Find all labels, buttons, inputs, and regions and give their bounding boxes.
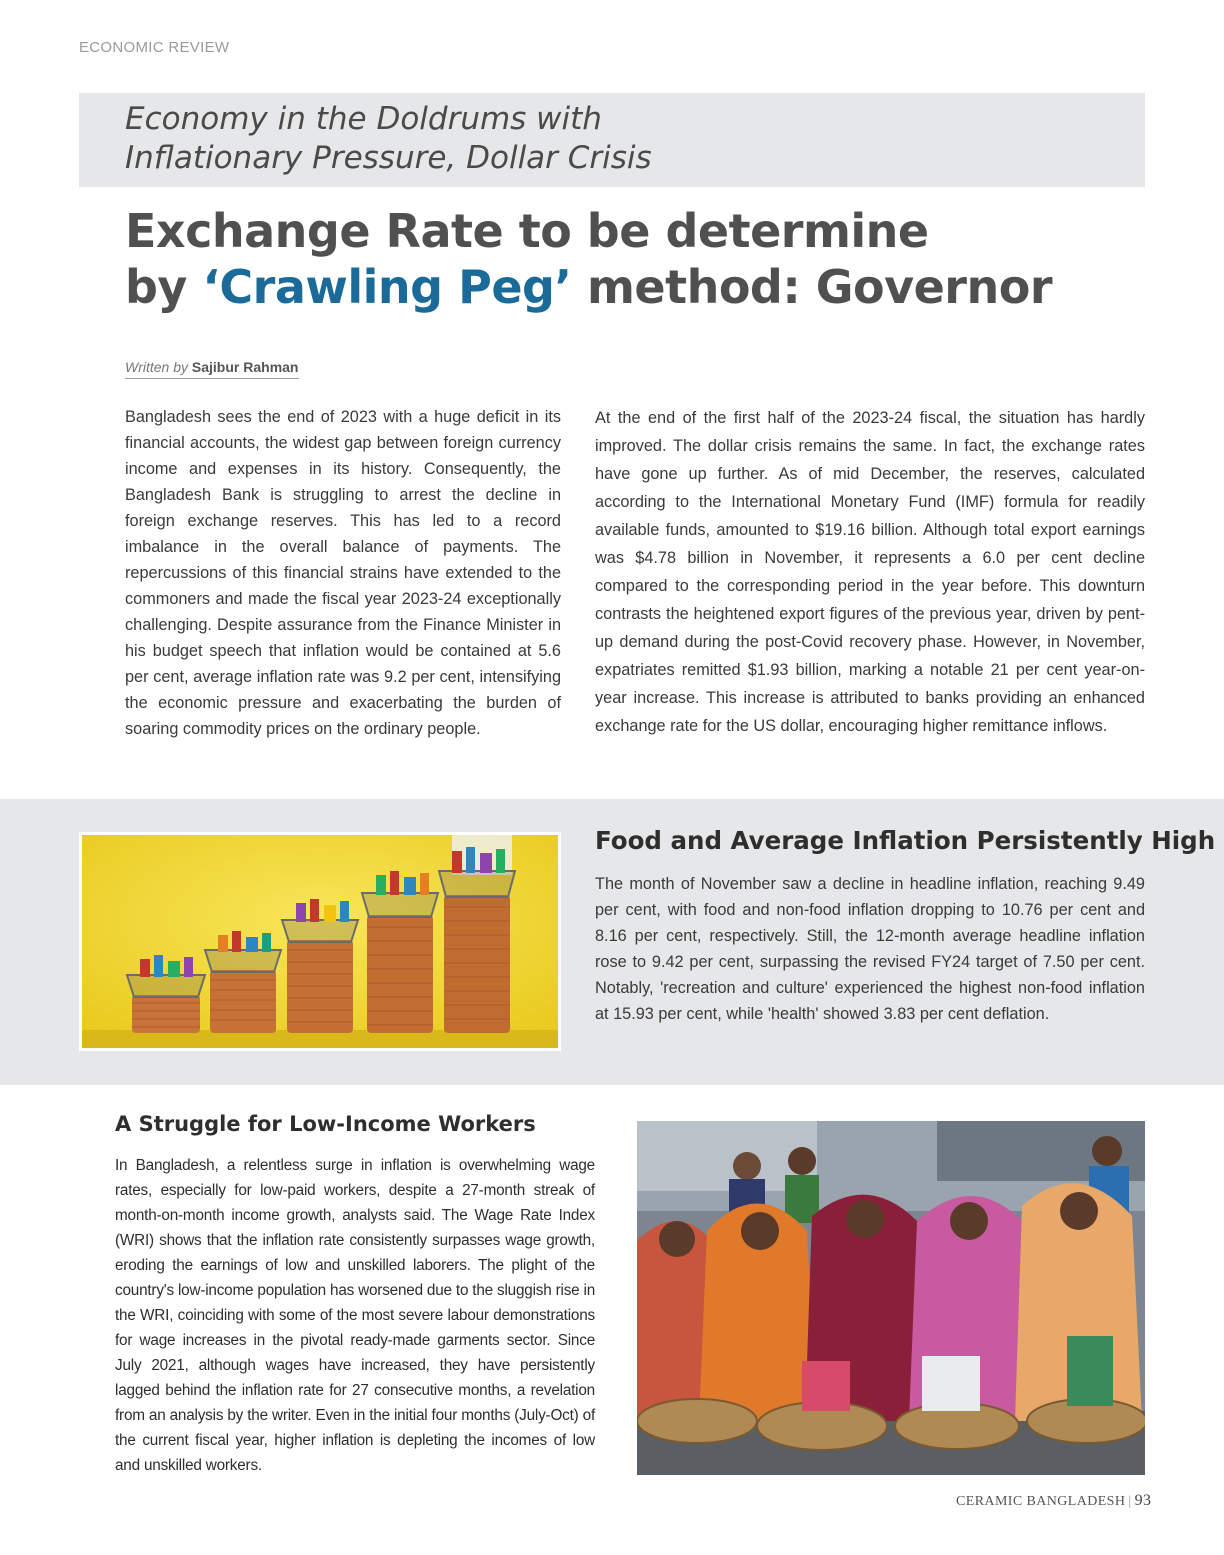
page-number: 93 xyxy=(1134,1492,1152,1509)
coins-baskets-illustration xyxy=(82,835,558,1048)
page-footer xyxy=(956,1492,1151,1510)
intro-left-column: Bangladesh sees the end of 2023 with a huge deficit in its financial accounts, the widest gap between foreign currency income and expenses in its history. Consequently, the Bangladesh Bank is struggling to arrest the decline in foreign exchange reserves. This has led to a record imbalance in the overall balance of payments. The repercussions of this financial strains have extended to the commoners and made the fiscal year 2023-24 exceptionally challenging. Despite assurance from the Finance Minister in his budget speech that inflation would be contained at 5.6 per cent, average inflation rate was 9.2 per cent, intensifying the economic pressure and exacerbating the burden of soaring commodity prices on the ordinary people. xyxy=(125,408,561,738)
headline-suffix: method: Governor xyxy=(571,260,1053,314)
coins-baskets-photo xyxy=(79,832,561,1051)
headline xyxy=(125,203,1145,315)
headline-line-1: Exchange Rate to be determine xyxy=(125,204,929,258)
low-income-workers-heading: A Struggle for Low-Income Workers xyxy=(115,1112,536,1136)
section-label: ECONOMIC REVIEW xyxy=(79,39,230,56)
byline xyxy=(125,359,299,379)
publication-name: CERAMIC BANGLADESH xyxy=(956,1494,1126,1509)
coin-stack-4 xyxy=(367,915,433,1033)
coin-stack-5 xyxy=(444,895,510,1033)
food-inflation-body: The month of November saw a decline in headline inflation, reaching 9.49 per cent, with food and non-food inflation dropping to 10.76 per cent and 8.16 per cent, respectively. Still, the 12-month average headline inflation rose to 9.42 per cent, surpassing the revised FY24 target of 7.50 per cent. Notably, 'recreation and culture' experienced the highest non-food inflation at 15.93 per cent, while 'health' showed 3.83 per cent deflation. xyxy=(595,875,1145,1023)
coin-stack-2 xyxy=(210,970,276,1033)
food-inflation-heading: Food and Average Inflation Persistently High xyxy=(595,826,1216,855)
footer-separator: | xyxy=(1128,1494,1132,1509)
byline-written-by: Written by xyxy=(125,359,189,375)
byline-author: Sajibur Rahman xyxy=(191,359,299,375)
kicker xyxy=(125,100,1125,178)
headline-prefix: by xyxy=(125,260,203,314)
kicker-line-2: Inflationary Pressure, Dollar Crisis xyxy=(125,140,652,176)
women-workers-photo xyxy=(637,1121,1145,1475)
headline-accent: ‘Crawling Peg’ xyxy=(202,260,572,314)
intro-right-column: At the end of the first half of the 2023-24 fiscal, the situation has hardly improved. The dollar crisis remains the same. In fact, the exchange rates have gone up further. As of mid December, the reserves, calculated according to the International Monetary Fund (IMF) formula for readily available funds, amounted to $19.16 billion. Although total export earnings was $4.78 billion in November, it represents a 6.0 per cent decline compared to the corresponding period in the year before. This downturn contrasts the heightened export figures of the previous year, driven by pent-up demand during the post-Covid recovery phase. However, in November, expatriates remitted $1.93 billion, marking a notable 21 per cent year-on-year increase. This increase is attributed to banks providing an enhanced exchange rate for the US dollar, encouraging higher remittance inflows. xyxy=(595,409,1145,735)
women-workers-illustration xyxy=(637,1121,1145,1475)
kicker-line-1: Economy in the Doldrums with xyxy=(125,101,602,137)
low-income-workers-body: In Bangladesh, a relentless surge in inflation is overwhelming wage rates, especially for low-paid workers, despite a 27-month streak of month-on-month income growth, analysts said. The Wage Rate Index (WRI) shows that the inflation rate consistently surpasses wage growth, eroding the earnings of low and unskilled laborers. The plight of the country's low-income population has worsened due to the sluggish rise in the WRI, coinciding with some of the most severe labour demonstrations for wage increases in the pivotal ready-made garments sector. Since July 2021, although wages have increased, they have persistently lagged behind the inflation rate for 27 consecutive months, a revelation from an analysis by the writer. Even in the initial four months (July-Oct) of the current fiscal year, higher inflation is depleting the incomes of low and unskilled workers. xyxy=(115,1157,596,1474)
headline-line-2 xyxy=(125,259,1145,315)
